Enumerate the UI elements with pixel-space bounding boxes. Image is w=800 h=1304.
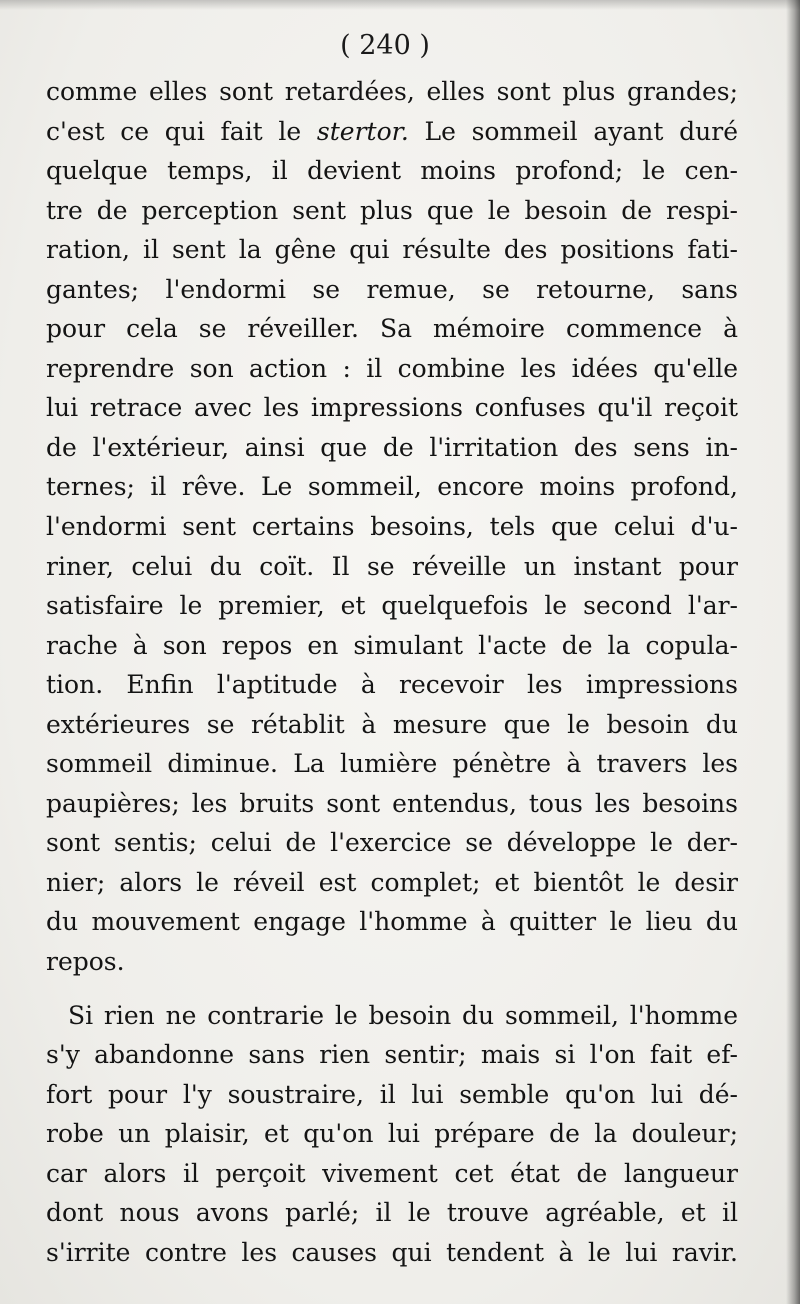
- text-line: ration, il sent la gêne qui résulte des positions fati-: [46, 235, 738, 265]
- text-line: tre de perception sent plus que le besoin de respi-: [46, 195, 738, 225]
- text-line: pour cela se réveiller. Sa mémoire commence à: [46, 314, 738, 344]
- text-line: extérieures se rétablit à mesure que le besoin du: [46, 709, 738, 739]
- text-line: satisfaire le premier, et quelquefois le second l'ar-: [46, 591, 738, 621]
- text-line: reprendre son action : il combine les idées qu'elle: [46, 353, 738, 383]
- text-line: robe un plaisir, et qu'on lui prépare de la douleur;: [46, 1119, 738, 1149]
- text-line: s'irrite contre les causes qui tendent à le lui ravir.: [46, 1237, 738, 1267]
- text-line: quelque temps, il devient moins profond; le cen-: [46, 156, 738, 186]
- page-binding-shadow: [786, 0, 800, 1304]
- text-line: paupières; les bruits sont entendus, tous les besoins: [46, 788, 738, 818]
- text-line: nier; alors le réveil est complet; et bientôt le desir: [46, 867, 738, 897]
- body-text: [46, 72, 738, 1272]
- text-line: dont nous avons parlé; il le trouve agréable, et il: [46, 1198, 738, 1228]
- text-line: rache à son repos en simulant l'acte de la copula-: [46, 630, 738, 660]
- text-line: comme elles sont retardées, elles sont plus grandes;: [46, 77, 738, 106]
- paragraph-gap: [46, 982, 738, 996]
- page-top-shadow: [0, 0, 800, 10]
- text-line: lui retrace avec les impressions confuses qu'il reçoit: [46, 393, 738, 423]
- text-line: Si rien ne contrarie le besoin du sommeil, l'homme: [68, 1000, 738, 1030]
- text-line: s'y abandonne sans rien sentir; mais si l'on fait ef-: [46, 1040, 738, 1070]
- page-number: ( 240 ): [340, 30, 430, 61]
- text-line: ternes; il rêve. Le sommeil, encore moins profond,: [46, 472, 738, 502]
- text-segment: Le sommeil ayant duré: [408, 116, 738, 146]
- text-line: du mouvement engage l'homme à quitter le lieu du: [46, 907, 738, 937]
- paragraph-2: [46, 996, 738, 1273]
- text-line: sommeil diminue. La lumière pénètre à travers les: [46, 749, 738, 779]
- text-line: de l'extérieur, ainsi que de l'irritation des sens in-: [46, 432, 738, 462]
- text-line-with-emphasis: [46, 112, 738, 152]
- paragraph-1: [46, 72, 738, 982]
- text-line: tion. Enfin l'aptitude à recevoir les impressions: [46, 670, 738, 700]
- text-line: gantes; l'endormi se remue, se retourne, sans: [46, 274, 738, 304]
- italic-term: stertor.: [316, 116, 409, 146]
- text-line: repos.: [46, 947, 125, 977]
- text-line: sont sentis; celui de l'exercice se développe le der-: [46, 828, 738, 858]
- text-line: riner, celui du coït. Il se réveille un instant pour: [46, 551, 738, 581]
- text-line: fort pour l'y soustraire, il lui semble qu'on lui dé-: [46, 1079, 738, 1109]
- text-line: l'endormi sent certains besoins, tels que celui d'u-: [46, 512, 738, 542]
- text-segment: c'est ce qui fait le: [46, 116, 317, 146]
- text-line: car alors il perçoit vivement cet état de langueur: [46, 1158, 738, 1188]
